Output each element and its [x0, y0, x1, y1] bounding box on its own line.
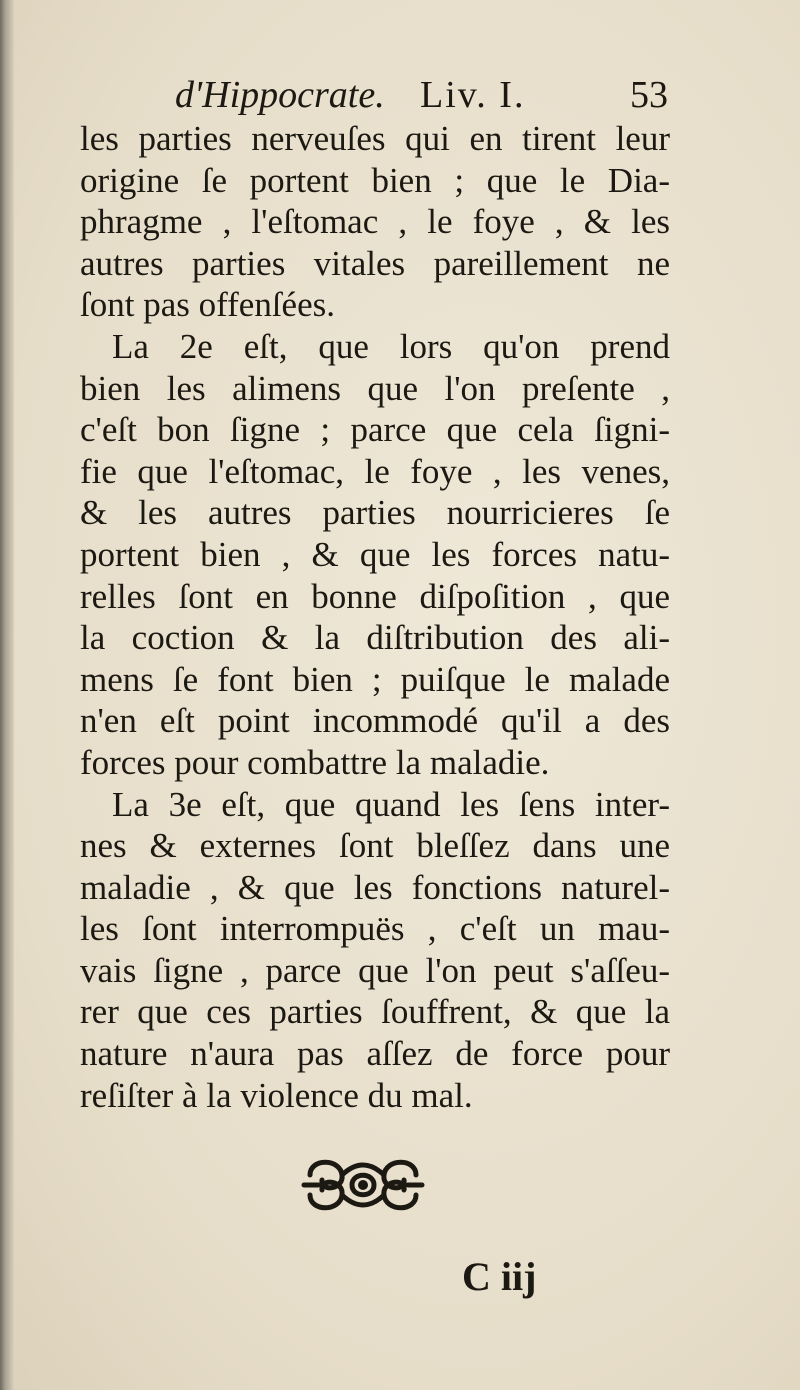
text-line: phragme , l'eſtomac , le foye , & les [80, 202, 670, 242]
text-line: bien les alimens que l'on preſente , [80, 368, 670, 408]
text-line: n'en eſt point incommodé qu'il a des [80, 701, 670, 741]
running-header [175, 70, 695, 120]
text-line: maladie , & que les fonctions naturel- [80, 867, 670, 907]
text-line: rer que ces parties ſouffrent, & que la [80, 992, 670, 1032]
text-line: nature n'aura pas aſſez de force pour [80, 1034, 670, 1074]
text-line: nes & externes ſont bleſſez dans une [80, 826, 670, 866]
text-line: reſiſter à la violence du mal. [80, 1075, 473, 1115]
page-number: 53 [630, 74, 668, 116]
text-line: portent bien , & que les forces natu- [80, 534, 670, 574]
text-line: origine ſe portent bien ; que le Dia- [80, 160, 670, 200]
text-line: & les autres parties nourricieres ſe [80, 493, 670, 533]
signature-mark: C iij [462, 1254, 537, 1299]
running-title: d'Hippocrate. [175, 74, 385, 116]
text-line: la coction & la diſtribution des ali- [80, 618, 670, 658]
page-spine-shadow [0, 0, 14, 1390]
tailpiece-ornament-icon [300, 1150, 426, 1220]
text-line: les ſont interrompuës , c'eſt un mau- [80, 909, 670, 949]
book-number: Liv. I. [420, 74, 526, 116]
text-line: les parties nerveuſes qui en tirent leur [80, 119, 670, 158]
text-line: ſont pas offenſées. [80, 285, 335, 325]
text-line: fie que l'eſtomac, le foye , les venes, [80, 451, 670, 491]
text-line: La 3e eſt, que quand les ſens inter- [112, 784, 670, 824]
text-line: vais ſigne , parce que l'on peut s'aſſeu- [80, 950, 670, 990]
text-line: forces pour combattre la maladie. [80, 742, 550, 782]
text-line: autres parties vitales pareillement ne [80, 243, 670, 283]
text-line: relles ſont en bonne diſpoſition , que [80, 576, 670, 616]
text-line: mens ſe font bien ; puiſque le malade [80, 659, 670, 699]
body-text [80, 118, 670, 1116]
text-line: La 2e eſt, que lors qu'on prend [112, 326, 670, 366]
text-line: c'eſt bon ſigne ; parce que cela ſigni- [80, 410, 670, 450]
